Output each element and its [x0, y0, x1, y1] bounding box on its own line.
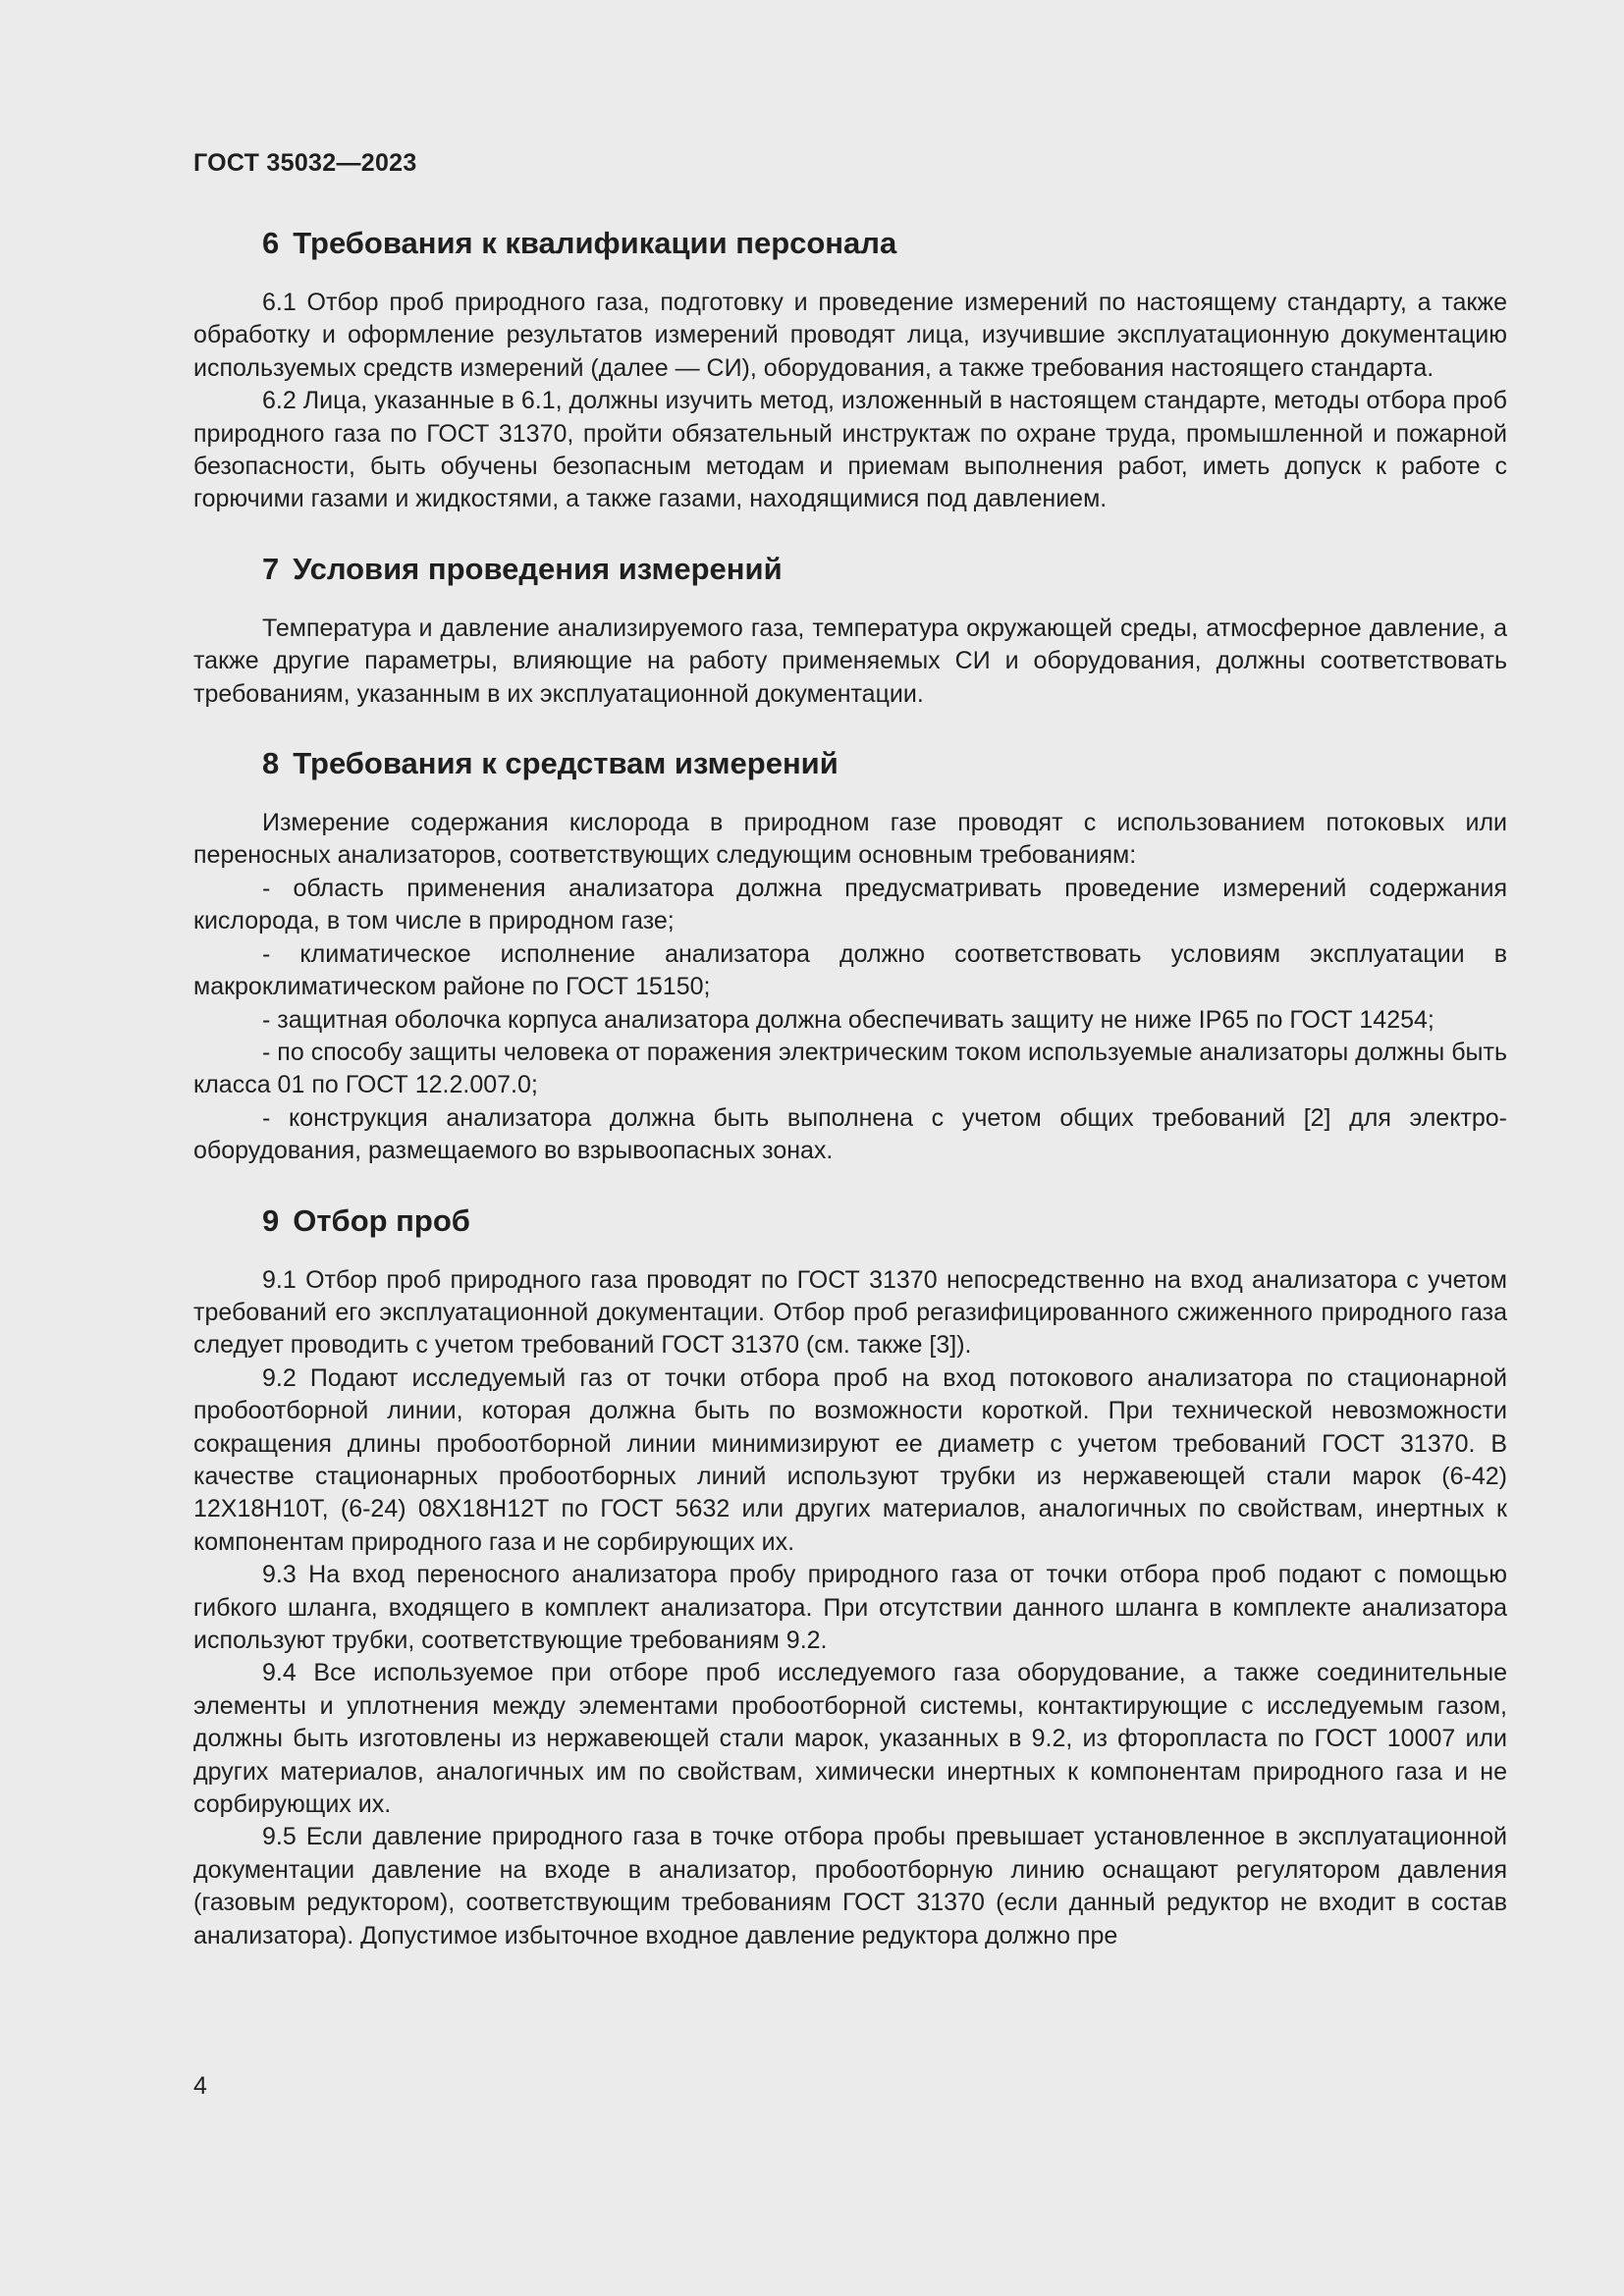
- section-heading: [193, 550, 1507, 589]
- paragraph: 9.1 Отбор проб природного газа проводят по ГОСТ 31370 непосредственно на вход анализатора с учетом требований его эксплуатационной документации. Отбор проб регазифицированного сжиженного природного газа следует проводить с учетом требований ГОСТ 31370 (см. также [3]).: [193, 1265, 1507, 1360]
- section-number: 6: [262, 226, 280, 260]
- list-item: - климатическое исполнение анализатора должно соответствовать условиям эксплуатации в макроклиматическом районе по ГОСТ 15150;: [193, 939, 1507, 1001]
- section-number: 7: [262, 551, 280, 586]
- list-item: - область применения анализатора должна предусматривать проведение измерений содержания кислорода, в том числе в природном газе;: [193, 874, 1507, 935]
- section-title: Требования к квалификации персонала: [293, 226, 897, 260]
- paragraph: 9.2 Подают исследуемый газ от точки отбора проб на вход потокового анализатора по стационарной пробоотборной линии, которая должна быть по возможности короткой. При технической невозможности сокращения длины пробоотборной линии минимизируют ее диаметр с учетом требований ГОСТ 31370. В качестве стационарных пробоотборных линий используют трубки из нержавеющей стали марок (6-42) 12Х18Н10Т, (6-24) 08Х18Н12Т по ГОСТ 5632 или других материалов, аналогичных по свойствам, инертных к компонентам природного газа и не сорбирующих их.: [193, 1363, 1507, 1556]
- section-8: [193, 744, 1507, 1167]
- section-number: 9: [262, 1202, 280, 1238]
- section-title: Условия проведения измерений: [293, 551, 783, 586]
- paragraph: 9.3 На вход переносного анализатора пробу природного газа от точки отбора проб подают с помощью гибкого шланга, входящего в комплект анализатора. При отсутствии данного шланга в комплекте анализатора используют трубки, соответствующие требованиям 9.2.: [193, 1561, 1507, 1654]
- document-body: [193, 224, 1507, 1986]
- paragraph: 6.1 Отбор проб природного газа, подготовку и проведение измерений по настоящему стандарту, а также обработку и оформление результатов измерений проводят лица, изучившие эксплуатационную документацию используемых средств измерений (далее — СИ), оборудования, а также требования настоящего стандарта.: [193, 289, 1507, 382]
- section-heading: [193, 224, 1507, 263]
- paragraph: 9.4 Все используемое при отборе проб исследуемого газа оборудование, а также соединительные элементы и уплотнения между элементами пробоотборной системы, контактирующие с исследуемым газом, должны быть изготовлены из нержавеющей стали марок, указанных в 9.2, из фторопласта по ГОСТ 10007 или других материалов, аналогичных им по свойствам, химически инертных к компонентам природного газа и не сорбирующих их.: [193, 1659, 1507, 1819]
- section-7: [193, 550, 1507, 711]
- section-heading: [193, 1201, 1507, 1241]
- section-heading: [193, 744, 1507, 783]
- paragraph: Температура и давление анализируемого газа, температура окружающей среды, атмосферное давление, а также другие параметры, влияющие на работу применяемых СИ и оборудования, должны соответствовать требованиям, указанным в их эксплуатационной документации.: [193, 614, 1507, 708]
- section-6: [193, 224, 1507, 516]
- list-item: - конструкция анализатора должна быть выполнена с учетом общих требований [2] для электрооборудования, размещаемого во взрывоопасных зонах.: [193, 1103, 1507, 1165]
- document-code: ГОСТ 35032—2023: [193, 149, 417, 177]
- list-item: - защитная оболочка корпуса анализатора должна обеспечивать защиту не ниже IP65 по ГОСТ 14254;: [262, 1005, 1435, 1034]
- section-title: Отбор проб: [293, 1202, 470, 1238]
- list-item: - по способу защиты человека от поражения электрическим током используемые анализаторы должны быть класса 01 по ГОСТ 12.2.007.0;: [193, 1038, 1507, 1099]
- page-number: 4: [193, 2072, 207, 2100]
- section-title: Требования к средствам измерений: [293, 746, 839, 781]
- section-9: [193, 1201, 1507, 1953]
- paragraph: 6.2 Лица, указанные в 6.1, должны изучить метод, изложенный в настоящем стандарте, методы отбора проб природного газа по ГОСТ 31370, пройти обязательный инструктаж по охране труда, промышленной и пожарной безопасности, быть обучены безопасным методам и приемам выполнения работ, иметь допуск к работе с горючими газами и жидкостями, а также газами, находящимися под давлением.: [193, 387, 1507, 513]
- section-number: 8: [262, 746, 280, 781]
- paragraph: 9.5 Если давление природного газа в точке отбора пробы превышает установленное в эксплуатационной документации давление на входе в анализатор, пробоотборную линию оснащают регулятором давления (газовым редуктором), соответствующим требованиям ГОСТ 31370 (если данный редуктор не входит в состав анализатора). Допустимое избыточное входное давление редуктора должно пре: [193, 1823, 1507, 1949]
- paragraph: Измерение содержания кислорода в природном газе проводят с использованием потоковых или переносных анализаторов, соответствующих следующим основным требованиям:: [193, 809, 1507, 870]
